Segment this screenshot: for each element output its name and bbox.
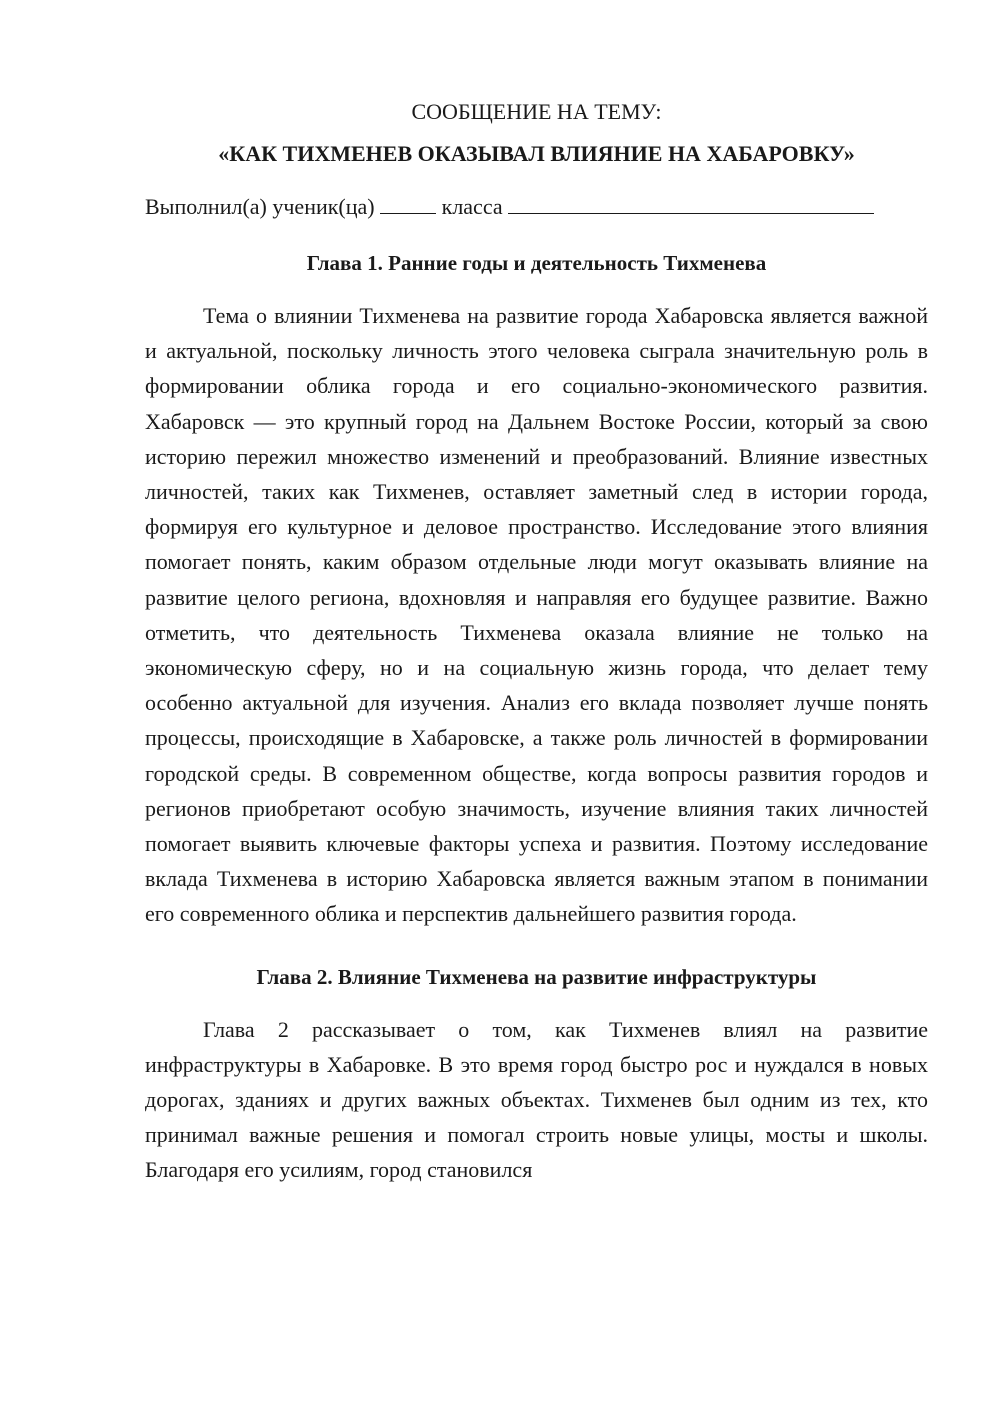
topic-title: «КАК ТИХМЕНЕВ ОКАЗЫВАЛ ВЛИЯНИЕ НА ХАБАРОВКУ» (218, 141, 855, 166)
subject-heading: СООБЩЕНИЕ НА ТЕМУ: (411, 99, 662, 124)
class-blank (380, 191, 436, 214)
class-label: класса (441, 194, 503, 219)
chapter-1-title: Глава 1. Ранние годы и деятельность Тихменева (306, 251, 767, 275)
author-line (145, 191, 928, 222)
chapter-2-paragraph: Глава 2 рассказывает о том, как Тихменев влиял на развитие инфраструктуры в Хабаровке. В это время город быстро рос и нуждался в новых дорогах, зданиях и других важных объектах. Тихменев был одним из тех, кто принимал важные решения и помогал строить новые улицы, мосты и школы. Благодаря его усилиям, город становился (145, 1016, 928, 1183)
chapter-2-title: Глава 2. Влияние Тихменева на развитие инфраструктуры (256, 964, 817, 989)
performed-by-label: Выполнил(а) ученик(ца) (145, 194, 375, 219)
document-page (145, 95, 928, 1188)
name-blank (508, 191, 874, 214)
chapter-1-paragraph: Тема о влиянии Тихменева на развитие города Хабаровска является важной и актуальной, поскольку личность этого человека сыграла значительную роль в формировании облика города и его социально-экономического развития. Хабаровск — это крупный город на Дальнем Востоке России, который за свою историю пережил множество изменений и преобразований. Влияние известных личностей, таких как Тихменев, оставляет заметный след в истории города, формируя его культурное и деловое пространство. Исследование этого влияния помогает понять, каким образом отдельные люди могут оказывать влияние на развитие целого региона, вдохновляя и направляя его будущее развитие. Важно отметить, что деятельность Тихменева оказала влияние не только на экономическую сферу, но и на социальную жизнь города, что делает тему особенно актуальной для изучения. Анализ его вклада позволяет лучше понять процессы, происходящие в Хабаровске, а также роль личностей в формировании городской среды. В современном обществе, когда вопросы развития городов и регионов приобретают особую значимость, изучение влияния таких личностей помогает выявить ключевые факторы успеха и развития. Поэтому исследование вклада Тихменева в историю Хабаровска является важным этапом в понимании его современного облика и перспектив дальнейшего развития города. (145, 303, 928, 927)
